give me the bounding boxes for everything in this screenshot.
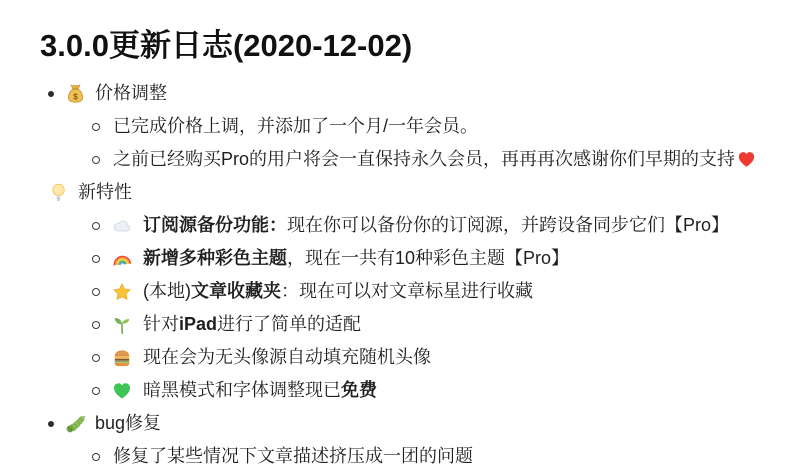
- item-text: 现在会为无头像源自动填充随机头像: [143, 347, 431, 367]
- bullet-circle: [92, 156, 100, 164]
- green-heart-icon: [111, 380, 132, 401]
- rainbow-icon: [111, 248, 132, 269]
- list-item-price-adjust: [40, 77, 792, 110]
- list-item: [40, 209, 792, 242]
- item-text: ：现在可以对文章标星进行收藏: [281, 281, 533, 301]
- svg-text:$: $: [73, 92, 78, 102]
- list-item: [40, 110, 792, 143]
- list-item: [40, 275, 792, 308]
- item-text-bold: 文章收藏夹: [191, 281, 281, 301]
- cloud-icon: [111, 215, 132, 236]
- bullet-circle: [92, 255, 100, 263]
- bullet-disc: [48, 421, 54, 427]
- item-text-bold: 免费: [341, 380, 377, 400]
- bullet-disc: [48, 91, 54, 97]
- item-text-bold: 新增多种彩色主题: [143, 248, 287, 268]
- page-title: 3.0.0更新日志(2020-12-02): [40, 28, 413, 63]
- bullet-circle: [92, 321, 100, 329]
- list-item: [40, 374, 792, 407]
- list-item-new-features: [40, 176, 792, 209]
- list-item: [40, 440, 792, 473]
- list-item: [40, 308, 792, 341]
- item-text: 新特性: [78, 182, 132, 202]
- item-text: 暗黑模式和字体调整现已: [143, 380, 341, 400]
- money-bag-icon: [65, 83, 86, 104]
- list-item: [40, 143, 792, 176]
- bullet-circle: [92, 453, 100, 461]
- hamburger-icon: [111, 347, 132, 368]
- list-item: [40, 341, 792, 374]
- item-text: 进行了简单的适配: [217, 314, 362, 334]
- bullet-circle: [92, 222, 100, 230]
- item-text-bold: 订阅源备份功能：: [143, 215, 287, 235]
- item-text: ，现在一共有10种彩色主题【Pro】: [287, 248, 570, 268]
- item-text: 针对: [143, 314, 179, 334]
- list-item: [40, 242, 792, 275]
- red-heart-icon: [737, 150, 756, 169]
- bullet-circle: [92, 354, 100, 362]
- seedling-icon: [111, 314, 132, 335]
- item-text-bold: iPad: [179, 314, 218, 334]
- list-item-bug-fixes: [40, 407, 792, 440]
- bullet-circle: [92, 387, 100, 395]
- bullet-circle: [92, 123, 100, 131]
- item-text: 价格调整: [95, 83, 167, 103]
- item-text: 现在你可以备份你的订阅源，并跨设备同步它们【Pro】: [287, 215, 730, 235]
- item-text: 已完成价格上调，并添加了一个月/一年会员。: [113, 116, 478, 136]
- bullet-circle: [92, 288, 100, 296]
- caterpillar-bug-icon: [65, 413, 86, 434]
- item-text: bug修复: [95, 413, 162, 433]
- item-text: 之前已经购买Pro的用户将会一直保持永久会员，再再再次感谢你们早期的支持: [113, 149, 736, 169]
- star-icon: [111, 281, 132, 302]
- item-text: 修复了某些情况下文章描述挤压成一团的问题: [113, 446, 473, 466]
- light-bulb-icon: [48, 182, 69, 203]
- item-text: (本地): [143, 281, 191, 301]
